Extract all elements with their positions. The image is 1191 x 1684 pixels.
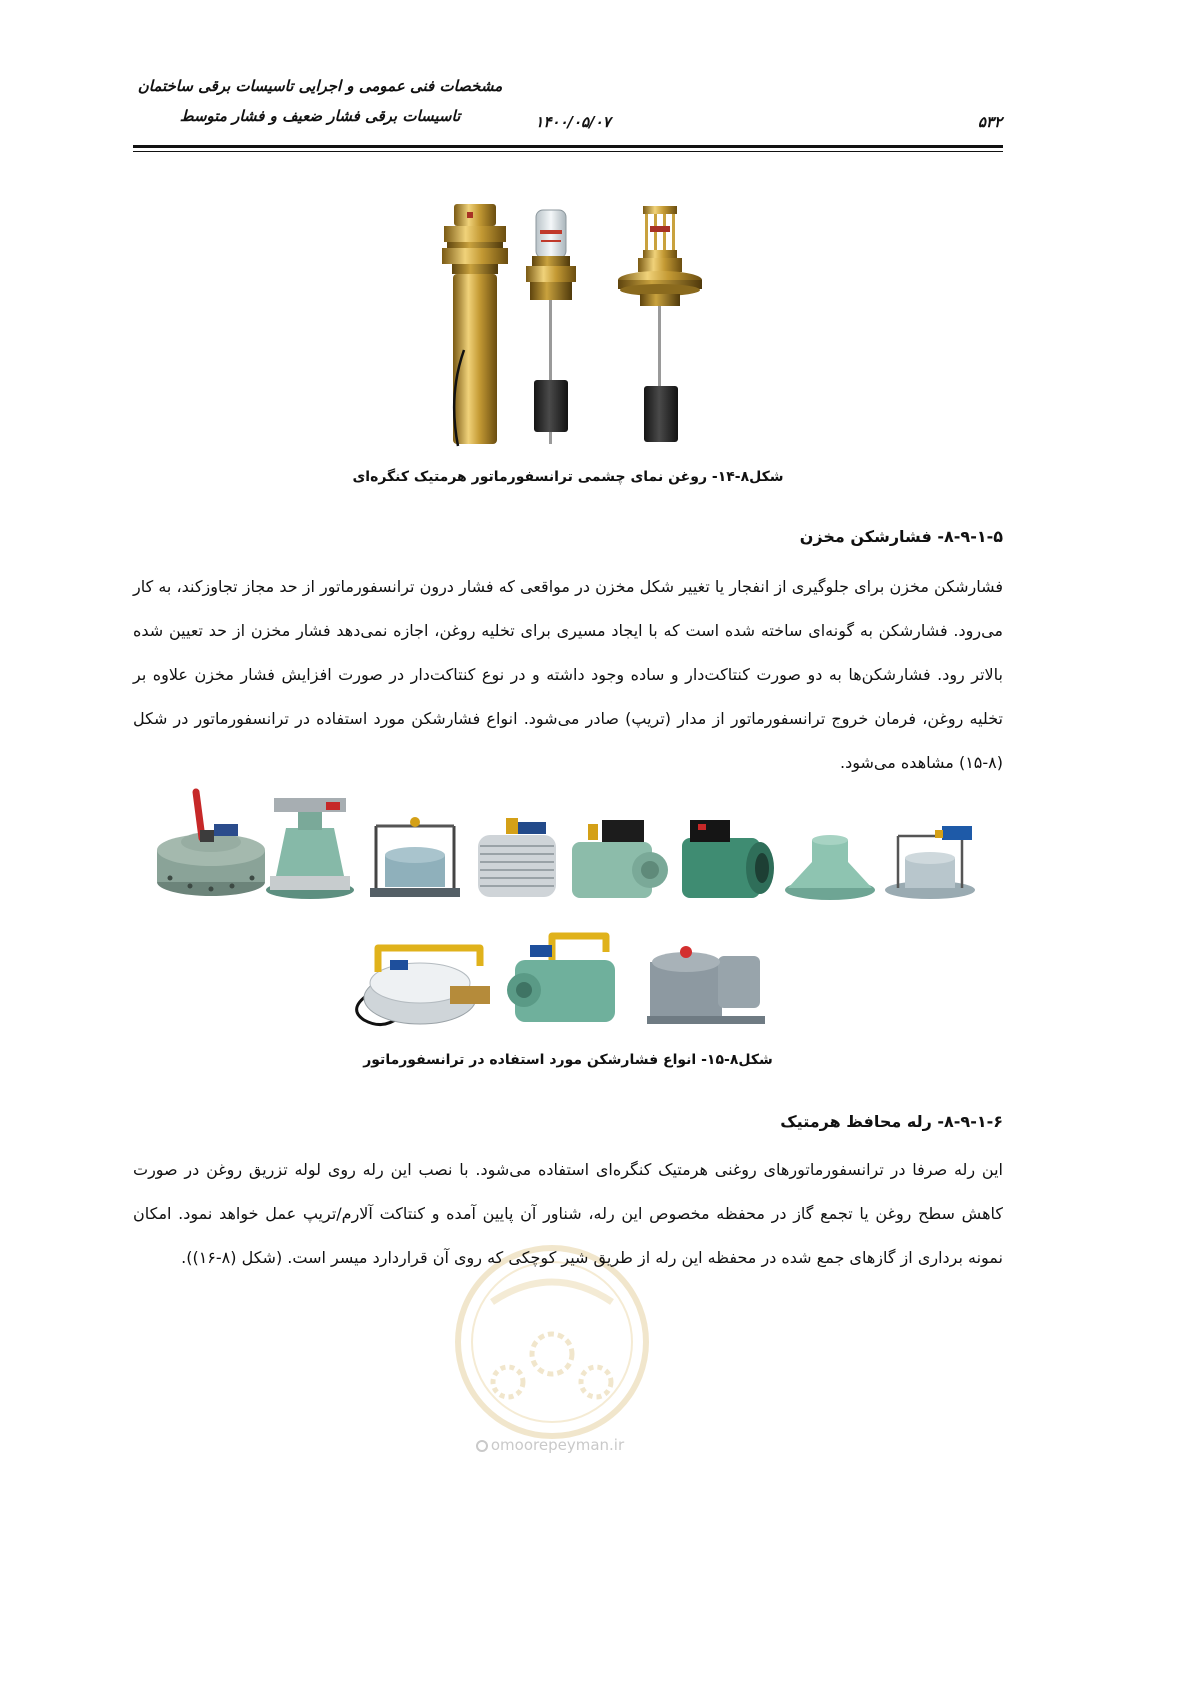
red-button (680, 946, 692, 958)
pressure-relief-device-red-button (647, 946, 765, 1024)
section-paragraph-pressure-relief: فشارشکن مخزن برای جلوگیری از انفجار یا تغییر شکل مخزن در مواقعی که فشار درون ترانسفورماتور از حد مجاز تجاوزکند، به کار می‌رود. فشارشکن به گونه‌ای ساخته شده است که با ایجاد مسیری برای تخلیه روغن، اجازه نمی‌دهد فشار مخزن از حد تعیین شده بالاتر رود. فشارشکن‌ها به دو صورت کنتاکت‌دار و ساده وجود داشته و در نوع کنتاکت‌دار در صورت افزایش فشار مخزن علاوه بر تخلیه روغن، فرمان خروج ترانسفورماتور از مدار (تریپ) صادر می‌شود. انواع فشارشکن مورد استفاده در ترانسفورماتور در شکل (۸-۱۵) مشاهده می‌شود. (133, 577, 1003, 772)
pressure-relief-device-disc-handle (357, 948, 490, 1025)
page-number: ۵۳۲ (977, 113, 1002, 131)
figure-8-14-caption: شکل۸-۱۴- روغن نمای چشمی ترانسفورماتور هرمتیک کنگره‌ای (352, 469, 784, 485)
document-date: ۱۴۰۰/۰۵/۰۷ (535, 113, 611, 131)
figure-8-15-caption: شکل۸-۱۵- انواع فشارشکن مورد استفاده در ترانسفورماتور (363, 1052, 773, 1068)
header-rule-thick (133, 145, 1003, 148)
float-sight-glass (526, 210, 576, 444)
figure-oil-sight-glasses (440, 200, 710, 450)
pressure-relief-device-framed (370, 817, 460, 897)
watermark-logo-icon (476, 1440, 488, 1452)
figure-pressure-relief-devices (150, 780, 980, 1035)
document-subtitle: تاسیسات برقی فشار ضعیف و فشار متوسط (179, 107, 461, 125)
yellow-handle (552, 936, 606, 960)
pressure-relief-device-green-switch (572, 820, 668, 898)
section-paragraph-hermetic-relay: این رله صرفا در ترانسفورماتورهای روغنی هرمتیک کنگره‌ای استفاده می‌شود. با نصب این رله روی لوله تزریق روغن در صورت کاهش سطح روغن یا تجمع گاز در محفظه مخصوص این رله، شناور آن پایین آمده و کنتاکت آلارم/تریپ عمل خواهد نمود. امکان نمونه برداری از گازهای جمع شده در محفظه این رله از طریق شیر کوچکی که روی آن قراردارد میسر است. (شکل (۸-۱۶)). (133, 1160, 1003, 1267)
pressure-relief-device-lever (157, 792, 265, 896)
pressure-relief-device-ribbed (478, 818, 556, 897)
section-heading-pressure-relief: ۸-۹-۱-۵- فشارشکن مخزن (799, 527, 1003, 546)
pressure-relief-device-green-handle (507, 936, 615, 1022)
cage-sight-glass (618, 206, 702, 442)
pressure-relief-device-round (785, 835, 875, 900)
watermark-url (440, 1436, 660, 1454)
watermark-url-text: omoorepeyman.ir (490, 1436, 625, 1454)
black-float (534, 380, 568, 432)
document-title: مشخصات فنی عمومی و اجرایی تاسیسات برقی ساختمان (137, 77, 503, 95)
header-rule-thin (133, 151, 1003, 152)
black-float (644, 386, 678, 442)
pressure-relief-device-box-top (266, 798, 354, 899)
pressure-relief-device-dark-green (682, 820, 774, 898)
section-heading-hermetic-relay: ۸-۹-۱-۶- رله محافظ هرمتیک (780, 1112, 1003, 1131)
pressure-relief-device-grey-framed (885, 826, 975, 899)
brass-tube-sight-glass (442, 204, 508, 446)
